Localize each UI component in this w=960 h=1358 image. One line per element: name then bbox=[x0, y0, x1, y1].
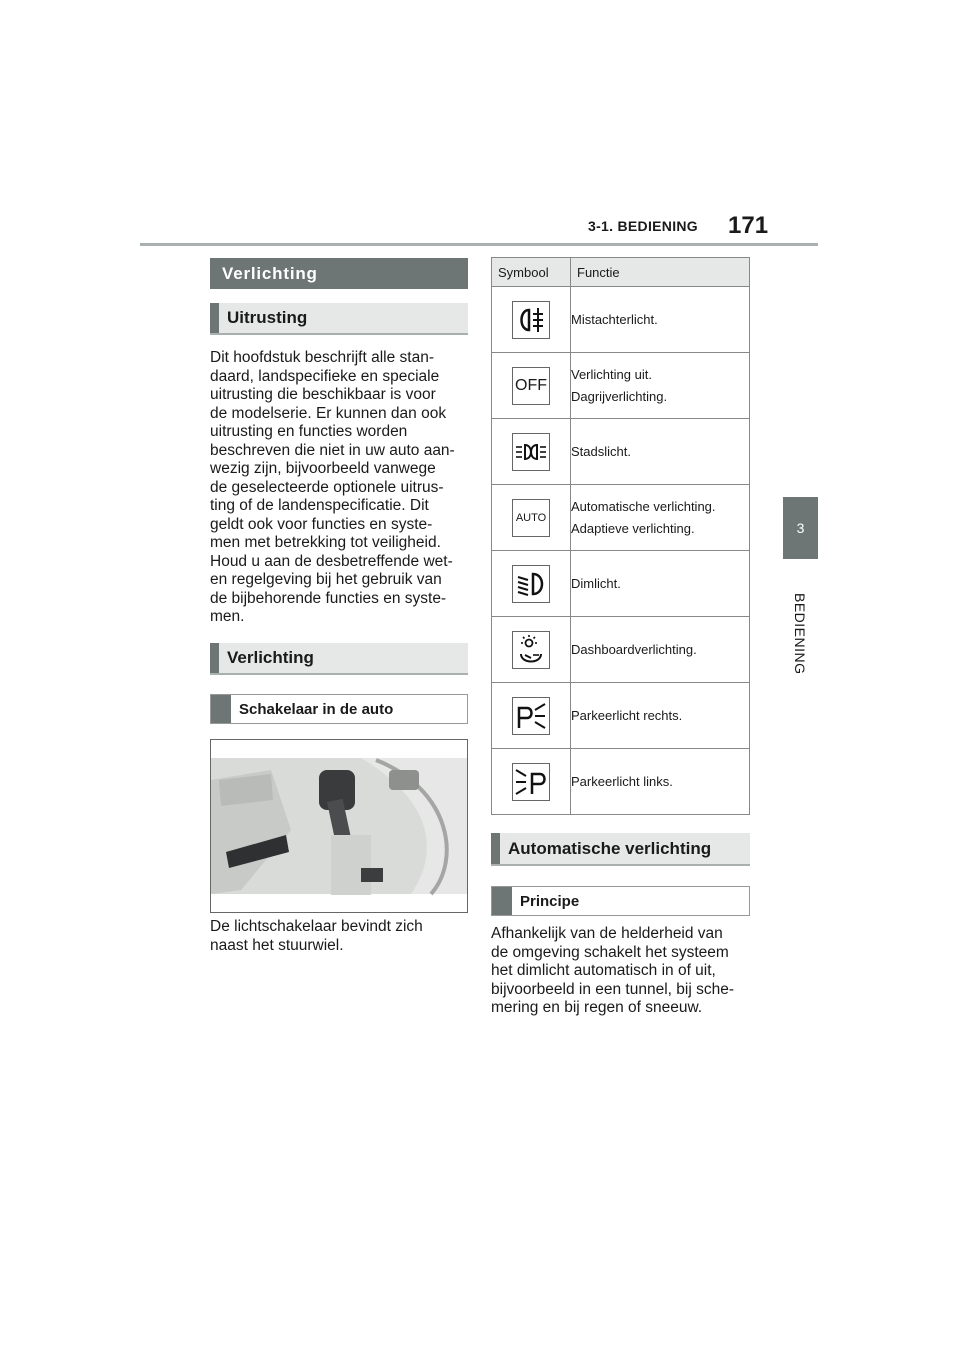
function-text: Dashboardverlichting. bbox=[571, 641, 697, 657]
function-text: Automatische verlichting. bbox=[571, 498, 716, 514]
heading-auto-lighting-label: Automatische verlichting bbox=[508, 838, 712, 858]
parking-left-icon bbox=[512, 763, 550, 801]
function-text: Mistachterlicht. bbox=[571, 311, 658, 327]
column-header-function: Functie bbox=[571, 258, 750, 287]
section-title: 3-1. BEDIENING bbox=[588, 218, 698, 234]
dashboard-light-icon bbox=[512, 631, 550, 669]
heading-auto-lighting bbox=[491, 833, 750, 866]
table-row bbox=[492, 551, 750, 617]
heading-main: Verlichting bbox=[210, 258, 468, 289]
switch-photo bbox=[210, 739, 468, 913]
table-row bbox=[492, 617, 750, 683]
heading-bar bbox=[211, 695, 231, 723]
column-header-symbol: Symbool bbox=[492, 258, 571, 287]
heading-bar bbox=[210, 643, 219, 673]
page-number: 171 bbox=[728, 212, 769, 239]
off-icon bbox=[512, 367, 550, 405]
function-text: Stadslicht. bbox=[571, 443, 631, 459]
symbol-table bbox=[491, 257, 750, 815]
header-rule bbox=[140, 243, 818, 246]
function-text: Dimlicht. bbox=[571, 575, 621, 591]
low-beam-icon bbox=[512, 565, 550, 603]
function-text: Parkeerlicht links. bbox=[571, 773, 673, 789]
table-header-row bbox=[492, 258, 750, 287]
off-icon-text: OFF bbox=[515, 376, 547, 394]
heading-bar bbox=[492, 887, 512, 915]
chapter-tab: 3 bbox=[783, 497, 818, 559]
heading-bar bbox=[491, 833, 500, 864]
auto-icon bbox=[512, 499, 550, 537]
side-light-icon bbox=[512, 433, 550, 471]
heading-principle-label: Principe bbox=[520, 892, 580, 910]
table-row bbox=[492, 287, 750, 353]
chapter-tab-label: BEDIENING bbox=[792, 593, 808, 675]
heading-lighting bbox=[210, 643, 468, 675]
table-row bbox=[492, 485, 750, 551]
function-text: Adaptieve verlichting. bbox=[571, 520, 695, 536]
heading-equipment bbox=[210, 303, 468, 335]
intro-paragraph: Dit hoofdstuk beschrijft alle stan- daard, landspecifieke en speciale uitrusting die beschikbaar is voor de modelserie. Er kunnen dan ook uitrusting en functies worden beschreven die niet in uw auto aan- wezig zijn, bijvoorbeeld vanwege de geselecteerde optionele uitrus- ting of de landenspecificatie. Dit geldt ook voor functies en syste- men met betrekking tot veiligheid. Houd u aan de desbetreffende wet- en regelgeving bij het gebruik van de bijbehorende functies en syste- men. bbox=[210, 349, 455, 625]
table-row bbox=[492, 353, 750, 419]
heading-switch bbox=[210, 694, 468, 724]
table-row bbox=[492, 749, 750, 815]
heading-bar bbox=[210, 303, 219, 333]
function-text: Verlichting uit. bbox=[571, 366, 652, 382]
table-row bbox=[492, 419, 750, 485]
heading-switch-label: Schakelaar in de auto bbox=[239, 700, 394, 718]
fog-light-icon bbox=[512, 301, 550, 339]
heading-equipment-label: Uitrusting bbox=[227, 308, 308, 327]
heading-lighting-label: Verlichting bbox=[227, 648, 314, 667]
function-text: Parkeerlicht rechts. bbox=[571, 707, 683, 723]
table-row bbox=[492, 683, 750, 749]
function-text: Dagrijverlichting. bbox=[571, 388, 668, 404]
heading-principle bbox=[491, 886, 750, 916]
principle-paragraph: Afhankelijk van de helderheid van de omgeving schakelt het systeem het dimlicht automatisch in of uit, bijvoorbeeld in een tunnel, bij sche- mering en bij regen of sneeuw. bbox=[491, 925, 734, 1016]
parking-right-icon bbox=[512, 697, 550, 735]
auto-icon-text: AUTO bbox=[515, 511, 547, 524]
switch-caption: De lichtschakelaar bevindt zich naast het stuurwiel. bbox=[210, 918, 423, 954]
